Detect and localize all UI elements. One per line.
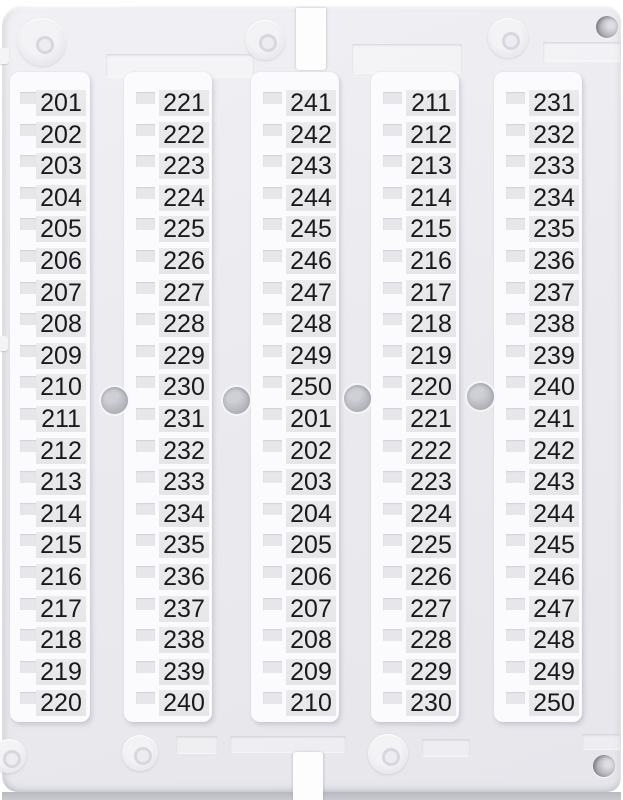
strip-notch [383, 661, 402, 673]
strip-notch [20, 598, 36, 610]
strip-notch [383, 471, 402, 483]
marker-label: 206 [286, 564, 336, 590]
marker-label: 201 [36, 90, 86, 116]
strip-notch [506, 124, 525, 136]
marker-label: 235 [529, 216, 579, 242]
marker-label: 203 [286, 469, 336, 495]
strip-notch [506, 313, 525, 325]
marker-label: 237 [529, 280, 579, 306]
marker-label: 232 [159, 438, 209, 464]
strip-notch [20, 218, 36, 230]
marker-label: 241 [529, 406, 579, 432]
strip-notch [506, 376, 525, 388]
strip-notch [263, 566, 282, 578]
marker-label: 215 [36, 532, 86, 558]
marker-label: 242 [529, 438, 579, 464]
marker-label: 202 [36, 122, 86, 148]
mounting-hole [344, 385, 371, 412]
strip-notch [506, 408, 525, 420]
marker-label: 221 [159, 90, 209, 116]
marker-label: 204 [286, 501, 336, 527]
marker-label: 214 [406, 185, 456, 211]
marker-label: 245 [529, 532, 579, 558]
strip-notch [20, 345, 36, 357]
marker-label: 232 [529, 122, 579, 148]
marker-label: 222 [406, 438, 456, 464]
marker-label: 234 [159, 501, 209, 527]
strip-notch [506, 440, 525, 452]
marker-label: 219 [406, 343, 456, 369]
strip-notch [263, 661, 282, 673]
marker-label: 210 [286, 690, 336, 716]
strip-notch [506, 187, 525, 199]
strip-notch [506, 218, 525, 230]
strip-notch [263, 692, 282, 704]
strip-notch [263, 408, 282, 420]
marker-label: 207 [36, 280, 86, 306]
mounting-hole [101, 387, 128, 414]
marker-label: 240 [529, 374, 579, 400]
strip-notch [20, 250, 36, 262]
strip-notch [383, 218, 402, 230]
marker-label: 224 [406, 501, 456, 527]
marker-label: 227 [159, 280, 209, 306]
marker-label: 238 [159, 627, 209, 653]
recess-panel [543, 42, 621, 62]
marker-label: 214 [36, 501, 86, 527]
marker-label: 229 [159, 343, 209, 369]
recess-panel [582, 734, 621, 750]
marker-label: 222 [159, 122, 209, 148]
strip-notch [506, 155, 525, 167]
recess-panel [176, 736, 218, 754]
marker-label: 225 [159, 216, 209, 242]
marker-label: 217 [36, 596, 86, 622]
marker-label: 244 [286, 185, 336, 211]
strip-notch [20, 440, 36, 452]
edge-nub [0, 48, 9, 64]
marker-label: 246 [286, 248, 336, 274]
strip-notch [263, 250, 282, 262]
strip-notch [20, 503, 36, 515]
strip-notch [20, 187, 36, 199]
marker-label: 212 [406, 122, 456, 148]
marker-label: 231 [159, 406, 209, 432]
strip-notch [263, 503, 282, 515]
mounting-hole [467, 383, 494, 410]
strip-notch [263, 218, 282, 230]
strip-notch [506, 345, 525, 357]
marker-label: 236 [529, 248, 579, 274]
strip-notch [263, 534, 282, 546]
strip-notch [20, 534, 36, 546]
marker-label: 216 [36, 564, 86, 590]
marker-label: 229 [406, 659, 456, 685]
strip-notch [136, 661, 155, 673]
marker-label: 212 [36, 438, 86, 464]
marker-label: 247 [529, 596, 579, 622]
marker-label: 231 [529, 90, 579, 116]
strip-notch [263, 92, 282, 104]
strip-notch [263, 440, 282, 452]
strip-notch [136, 629, 155, 641]
strip-notch [136, 187, 155, 199]
strip-notch [263, 282, 282, 294]
marker-label: 234 [529, 185, 579, 211]
marker-label: 250 [286, 374, 336, 400]
marker-label: 247 [286, 280, 336, 306]
marker-label: 218 [406, 311, 456, 337]
marker-label: 211 [36, 406, 86, 432]
marker-label: 245 [286, 216, 336, 242]
strip-notch [506, 503, 525, 515]
strip-notch [136, 124, 155, 136]
strip-notch [383, 155, 402, 167]
marker-label: 224 [159, 185, 209, 211]
marker-label: 204 [36, 185, 86, 211]
marker-label: 216 [406, 248, 456, 274]
edge-nub [0, 336, 8, 351]
marker-label: 203 [36, 153, 86, 179]
strip-notch [136, 440, 155, 452]
marker-label: 228 [406, 627, 456, 653]
strip-notch [506, 692, 525, 704]
strip-notch [506, 661, 525, 673]
strip-notch [506, 629, 525, 641]
strip-notch [136, 566, 155, 578]
strip-notch [506, 598, 525, 610]
strip-notch [136, 376, 155, 388]
strip-notch [263, 345, 282, 357]
marker-label: 228 [159, 311, 209, 337]
marker-label: 209 [286, 659, 336, 685]
marker-label: 243 [286, 153, 336, 179]
marker-label: 221 [406, 406, 456, 432]
marker-label: 213 [36, 469, 86, 495]
marker-label: 202 [286, 438, 336, 464]
strip-notch [20, 376, 36, 388]
strip-notch [136, 345, 155, 357]
marker-label: 207 [286, 596, 336, 622]
strip-notch [383, 124, 402, 136]
marker-label: 241 [286, 90, 336, 116]
marker-label: 230 [406, 690, 456, 716]
strip-notch [136, 218, 155, 230]
strip-notch [136, 155, 155, 167]
marker-label: 233 [159, 469, 209, 495]
marker-label: 218 [36, 627, 86, 653]
marker-label: 220 [406, 374, 456, 400]
marker-label: 211 [406, 90, 456, 116]
strip-notch [136, 282, 155, 294]
marker-label: 237 [159, 596, 209, 622]
marker-label: 242 [286, 122, 336, 148]
strip-notch [263, 376, 282, 388]
strip-notch [383, 92, 402, 104]
marker-label: 220 [36, 690, 86, 716]
strip-notch [20, 661, 36, 673]
strip-notch [136, 471, 155, 483]
recess-panel [352, 44, 462, 74]
marker-label: 206 [36, 248, 86, 274]
strip-notch [383, 692, 402, 704]
marker-label: 209 [36, 343, 86, 369]
strip-notch [136, 534, 155, 546]
marker-label: 215 [406, 216, 456, 242]
marker-label: 233 [529, 153, 579, 179]
strip-notch [383, 566, 402, 578]
strip-notch [136, 692, 155, 704]
strip-notch [20, 313, 36, 325]
marker-label: 244 [529, 501, 579, 527]
strip-notch [263, 124, 282, 136]
marker-label: 205 [36, 216, 86, 242]
strip-notch [20, 566, 36, 578]
strip-notch [506, 250, 525, 262]
strip-notch [136, 408, 155, 420]
strip-notch [506, 566, 525, 578]
strip-notch [20, 471, 36, 483]
rivet-boss [368, 734, 408, 774]
center-tab-top [296, 8, 326, 70]
strip-notch [383, 313, 402, 325]
marker-label: 246 [529, 564, 579, 590]
marker-label: 227 [406, 596, 456, 622]
marker-label: 219 [36, 659, 86, 685]
strip-notch [20, 92, 36, 104]
strip-notch [506, 282, 525, 294]
recess-panel [422, 739, 470, 757]
strip-notch [383, 629, 402, 641]
strip-notch [20, 629, 36, 641]
marker-label: 226 [406, 564, 456, 590]
strip-notch [506, 534, 525, 546]
marker-label: 230 [159, 374, 209, 400]
strip-notch [20, 692, 36, 704]
strip-notch [383, 503, 402, 515]
marker-label: 250 [529, 690, 579, 716]
strip-notch [136, 250, 155, 262]
strip-notch [20, 282, 36, 294]
strip-notch [263, 313, 282, 325]
strip-notch [20, 155, 36, 167]
rivet-boss [122, 735, 158, 771]
corner-hole [593, 755, 615, 777]
marker-label: 223 [406, 469, 456, 495]
strip-notch [383, 187, 402, 199]
recess-panel [230, 736, 346, 753]
marker-label: 225 [406, 532, 456, 558]
strip-notch [383, 534, 402, 546]
marker-label: 239 [529, 343, 579, 369]
strip-notch [383, 282, 402, 294]
strip-notch [136, 92, 155, 104]
strip-notch [506, 92, 525, 104]
strip-notch [20, 408, 36, 420]
strip-notch [263, 629, 282, 641]
strip-notch [383, 345, 402, 357]
marker-label: 248 [529, 627, 579, 653]
strip-notch [263, 598, 282, 610]
marker-label: 238 [529, 311, 579, 337]
mounting-hole [223, 387, 250, 414]
marker-label: 248 [286, 311, 336, 337]
strip-notch [263, 187, 282, 199]
marker-label: 249 [286, 343, 336, 369]
strip-notch [20, 124, 36, 136]
marker-label: 208 [286, 627, 336, 653]
strip-notch [506, 471, 525, 483]
marker-label: 239 [159, 659, 209, 685]
corner-hole [596, 16, 618, 38]
marker-label: 208 [36, 311, 86, 337]
rivet-boss [18, 18, 66, 66]
strip-notch [383, 376, 402, 388]
strip-notch [263, 471, 282, 483]
strip-notch [383, 250, 402, 262]
marker-label: 201 [286, 406, 336, 432]
strip-notch [383, 598, 402, 610]
center-tab-bottom [293, 752, 323, 800]
rivet-boss [488, 18, 528, 58]
strip-notch [263, 155, 282, 167]
marker-label: 217 [406, 280, 456, 306]
strip-notch [136, 313, 155, 325]
strip-notch [136, 598, 155, 610]
strip-notch [383, 440, 402, 452]
marker-label: 205 [286, 532, 336, 558]
strip-notch [136, 503, 155, 515]
marker-label: 223 [159, 153, 209, 179]
marker-label: 249 [529, 659, 579, 685]
marker-label: 210 [36, 374, 86, 400]
marker-label: 240 [159, 690, 209, 716]
marker-label: 243 [529, 469, 579, 495]
rivet-boss [245, 20, 285, 60]
marker-label: 236 [159, 564, 209, 590]
marker-label: 235 [159, 532, 209, 558]
marker-label: 226 [159, 248, 209, 274]
strip-notch [383, 408, 402, 420]
marker-label: 213 [406, 153, 456, 179]
